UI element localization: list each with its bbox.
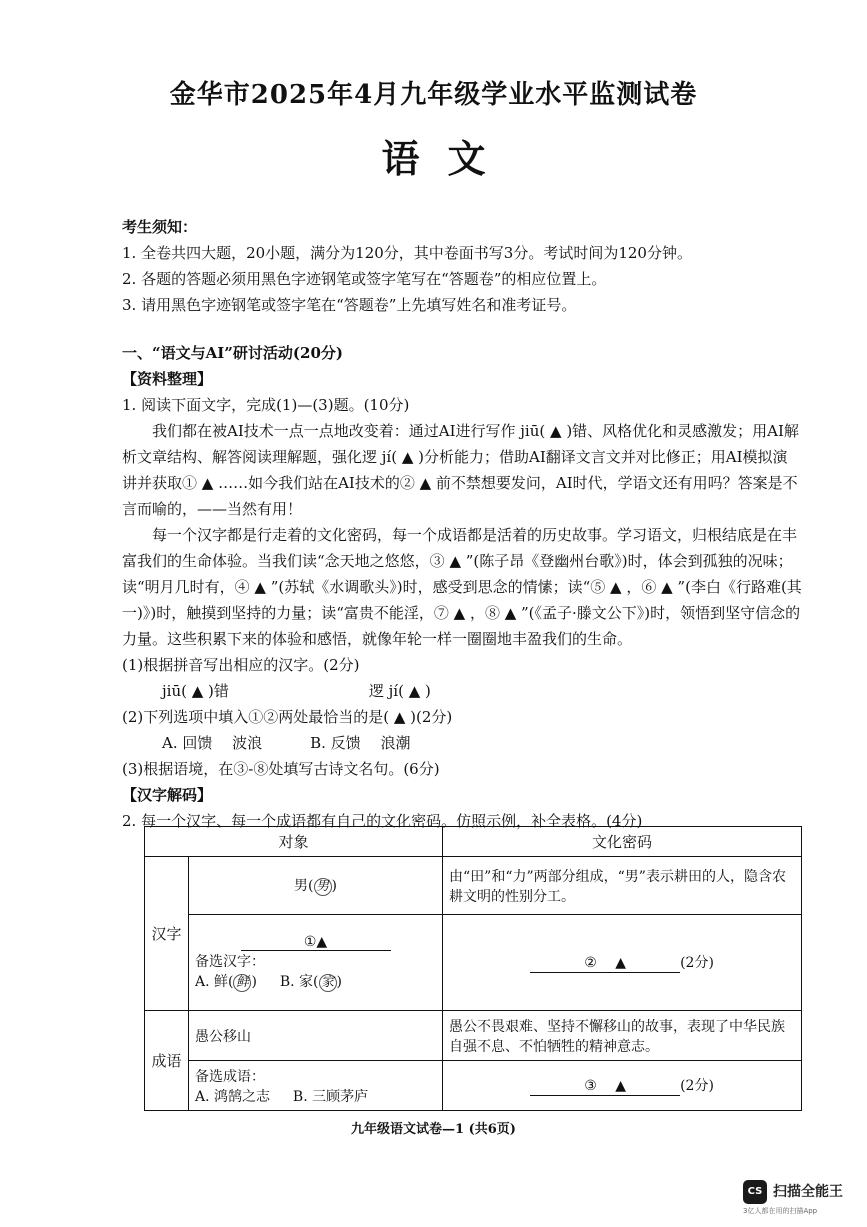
subject-char-2: 文 — [447, 136, 486, 181]
category-chengyu: 成语 — [145, 1011, 189, 1111]
answer-blank-3[interactable]: ③ ▲ — [530, 1075, 680, 1096]
section-1 — [122, 340, 802, 834]
subject-char-1: 语 — [381, 136, 420, 181]
choice-row — [122, 730, 802, 756]
table-header-row — [145, 827, 802, 857]
paren-close: ) — [336, 973, 342, 990]
notice-item-2: 2. 各题的答题必须用黑色字迹钢笔或签字笔写在“答题卷”的相应位置上。 — [122, 270, 607, 288]
answer-cell-3 — [443, 1061, 802, 1111]
part-label-hanzi: 【汉字解码】 — [122, 786, 213, 804]
example-char: 男( — [294, 878, 314, 894]
pinyin-item-a: jiū( ▲ )错 — [162, 682, 229, 700]
table-row — [145, 857, 802, 915]
category-hanzi: 汉字 — [145, 857, 189, 1011]
part-label-materials: 【资料整理】 — [122, 370, 213, 388]
exam-title: 金华市2025年4月九年级学业水平监测试卷 — [169, 80, 698, 110]
candidates-label: 备选汉字： — [195, 953, 265, 970]
ancient-glyph-icon: 鲜 — [233, 974, 251, 992]
sub-question-2: (2)下列选项中填入①②两处最恰当的是( ▲ )(2分) — [122, 708, 453, 726]
score-2: (2分) — [680, 955, 714, 971]
paren-close: ) — [331, 878, 337, 894]
paren-close: ) — [251, 973, 257, 990]
pinyin-item-b: 逻 jí( ▲ ) — [368, 682, 431, 700]
table-row — [145, 1011, 802, 1061]
question-1-stem: 1. 阅读下面文字，完成(1)—(3)题。(10分) — [122, 396, 410, 414]
example-code-cell: 由“田”和“力”两部分组成，“男”表示耕田的人，隐含农耕文明的性别分工。 — [443, 857, 802, 915]
idiom-candidates-row — [195, 1086, 436, 1106]
answer-blank-2[interactable]: ② ▲ — [530, 952, 680, 973]
notice-item-3: 3. 请用黑色字迹钢笔或签字笔在“答题卷”上先填写姓名和准考证号。 — [122, 296, 577, 314]
idiom-code-cell: 愚公不畏艰难、坚持不懈移山的故事，表现了中华民族自强不息、不怕牺牲的精神意志。 — [443, 1011, 802, 1061]
notice-item-1: 1. 全卷共四大题，20小题，满分为120分，其中卷面书写3分。考试时间为120分钟。 — [122, 244, 692, 262]
candidates-row — [195, 971, 436, 992]
sub-question-3: (3)根据语境，在③-⑧处填写古诗文名句。(6分) — [122, 760, 440, 778]
page-footer: 九年级语文试卷—1 (共6页) — [351, 1122, 516, 1137]
pinyin-row — [122, 678, 802, 704]
culture-code-table — [144, 826, 802, 1111]
idiom-example-cell: 愚公移山 — [189, 1011, 443, 1061]
subject-title — [0, 128, 867, 183]
sub-question-1: (1)根据拼音写出相应的汉字。(2分) — [122, 656, 360, 674]
candidate-a: A. 鲜( — [195, 973, 234, 990]
notice-block — [122, 214, 802, 318]
table-row — [145, 915, 802, 1011]
passage-paragraph-2: 每一个汉字都是行走着的文化密码，每一个成语都是活着的历史故事。学习语文，归根结底是在丰富我们的生命体验。当我们读“念天地之悠悠，③ ▲ ”(陈子昂《登幽州台歌》)时，体会到孤独的况味；读“明月几时有，④ ▲ ”(苏轼《水调歌头》)时，感受到思念的情愫；读“⑤ ▲ ，⑥ ▲ ”(李白《行路难(其一)》)时，触摸到坚持的力量；读“富贵不能淫，⑦ ▲ ，⑧ ▲ ”(《孟子·滕文公下》)时，领悟到坚守信念的力量。这些积累下来的体验和感悟，就像年轮一样一圈圈地丰盈我们的生命。 — [122, 526, 802, 648]
candidate-char-cell — [189, 915, 443, 1011]
idiom-candidate-cell — [189, 1061, 443, 1111]
idiom-candidate-b: B. 三顾茅庐 — [292, 1088, 369, 1105]
ancient-glyph-icon: 家 — [319, 974, 337, 992]
idiom-candidate-a: A. 鸿鹄之志 — [195, 1088, 271, 1105]
passage-paragraph-1: 我们都在被AI技术一点一点地改变着：通过AI进行写作 jiū( ▲ )错、风格优化和灵感激发；用AI解析文章结构、解答阅读理解题，强化逻 jí( ▲ )分析能力；借助AI翻译文言文并对比修正；用AI模拟演讲并获取① ▲ ……如今我们站在AI技术的② ▲ 前不禁想要发问，AI时代，学语文还有用吗？答案是不言而喻的，——当然有用！ — [122, 422, 799, 518]
question-2-stem: 2. 每一个汉字、每一个成语都有自己的文化密码。仿照示例，补全表格。(4分) — [122, 812, 643, 830]
notice-heading: 考生须知： — [122, 218, 198, 236]
table-row — [145, 1061, 802, 1111]
answer-cell-2 — [443, 915, 802, 1011]
watermark-name: 扫描全能王 — [773, 1184, 843, 1200]
score-3: (2分) — [680, 1078, 714, 1094]
idiom-candidates-label: 备选成语： — [195, 1068, 265, 1085]
header-code: 文化密码 — [443, 827, 802, 857]
choice-a: A. 回馈 波浪 — [162, 734, 263, 752]
camscanner-logo-icon: CS — [743, 1180, 767, 1204]
candidate-b: B. 家( — [279, 973, 319, 990]
section-heading: 一、“语文与AI”研讨活动(20分) — [122, 344, 343, 362]
header-object: 对象 — [145, 827, 443, 857]
ancient-glyph-icon: 男 — [314, 878, 332, 896]
scanner-watermark — [743, 1176, 853, 1218]
watermark-tagline: 3亿人都在用的扫描App — [743, 1207, 818, 1215]
choice-b: B. 反馈 浪潮 — [310, 734, 411, 752]
example-char-cell — [189, 857, 443, 915]
answer-blank-1[interactable]: ①▲ — [241, 934, 391, 951]
